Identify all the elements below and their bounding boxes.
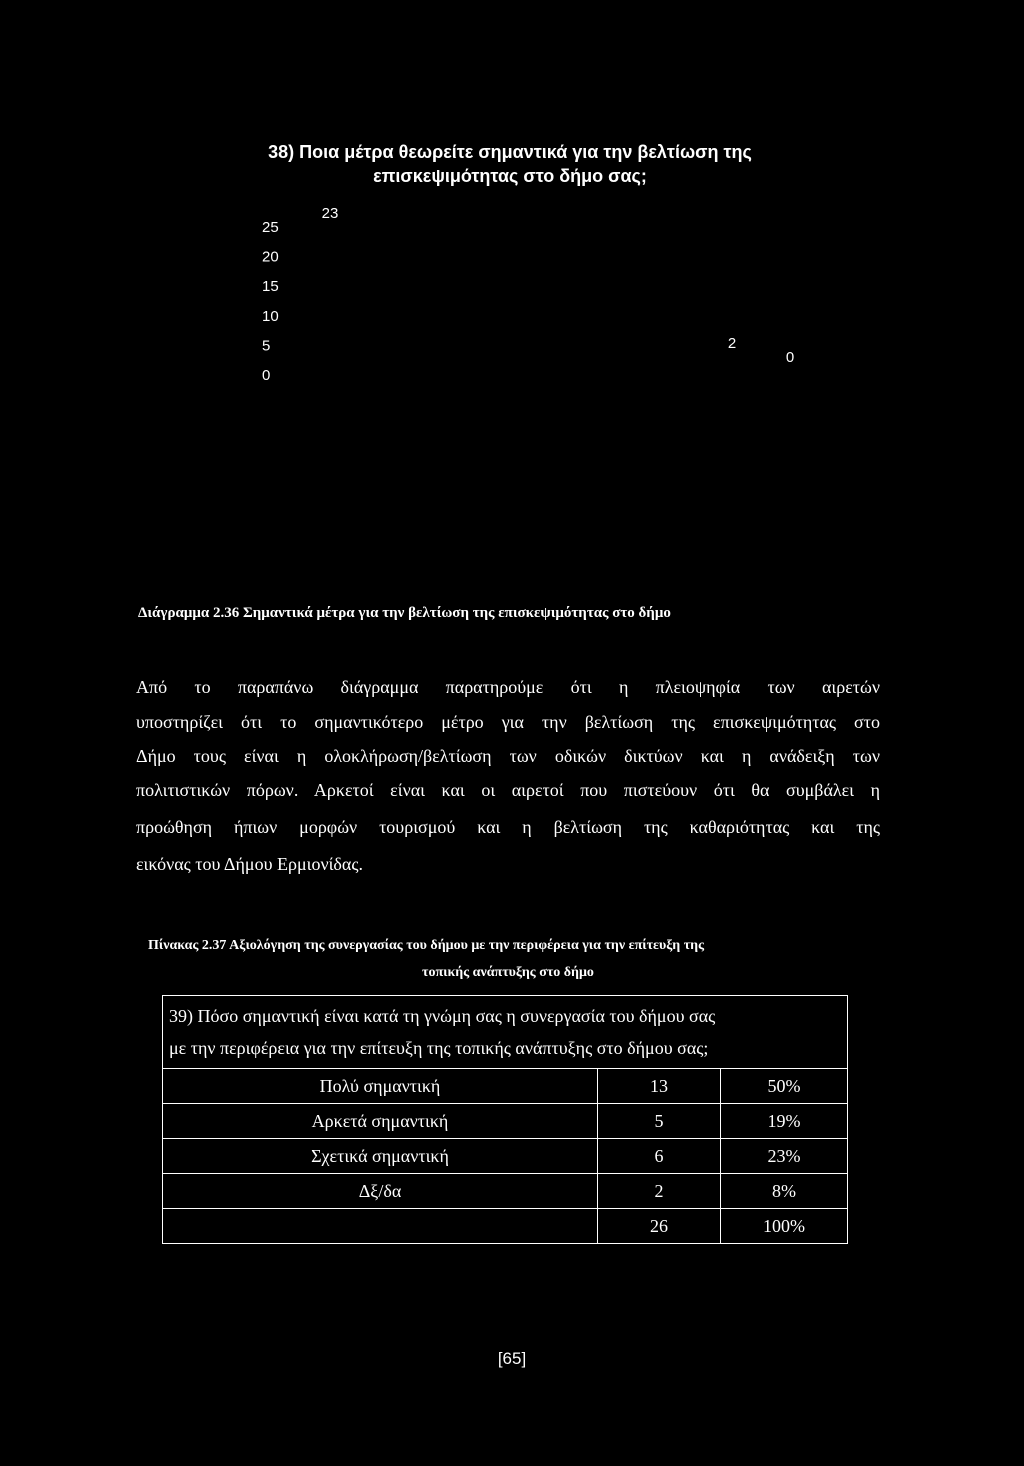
table-row	[163, 1139, 848, 1174]
table-header-row	[163, 996, 848, 1069]
bar-chart	[0, 0, 1024, 600]
table-cell-count: 5	[598, 1104, 721, 1139]
y-tick-label: 20	[262, 248, 279, 266]
table-question-line: 39) Πόσο σημαντική είναι κατά τη γνώμη σας η συνεργασία του δήμου σας	[169, 1006, 716, 1026]
table-row	[163, 1174, 848, 1209]
paragraph-line: Από το παραπάνω διάγραμμα παρατηρούμε ότι η πλειοψηφία των αιρετών	[136, 677, 880, 697]
survey-table	[162, 995, 848, 1244]
table-cell-percent: 8%	[721, 1174, 848, 1209]
y-tick-label: 15	[262, 278, 279, 296]
paragraph-line: υποστηρίζει ότι το σημαντικότερο μέτρο για την βελτίωση της επισκεψιμότητας στο	[136, 712, 880, 732]
chart-title-line-1: 38) Ποια μέτρα θεωρείτε σημαντικά για την βελτίωση της	[268, 142, 752, 162]
table-cell-count: 6	[598, 1139, 721, 1174]
table-cell-label	[163, 1209, 598, 1244]
table-cell-count: 13	[598, 1069, 721, 1104]
chart-bar	[300, 238, 356, 374]
table-cell-percent: 50%	[721, 1069, 848, 1104]
table-cell-label: Σχετικά σημαντική	[163, 1139, 598, 1174]
y-tick-label: 5	[262, 337, 271, 355]
paragraph-line: εικόνας του Δήμου Ερμιονίδας.	[136, 854, 363, 874]
paragraph-line: Δήμο τους είναι η ολοκλήρωση/βελτίωση των οδικών δικτύων και η ανάδειξη των	[136, 746, 880, 766]
diagram-caption: Διάγραμμα 2.36 Σημαντικά μέτρα για την βελτίωση της επισκεψιμότητας στο δήμο	[138, 605, 671, 621]
chart-bar	[700, 362, 756, 374]
y-tick-label: 10	[262, 307, 279, 325]
paragraph-line: προώθηση ήπιων μορφών τουρισμού και η βελτίωση της καθαριότητας και της	[136, 817, 880, 837]
table-total-row	[163, 1209, 848, 1244]
bar-data-label: 23	[321, 205, 339, 222]
table-cell-percent: 23%	[721, 1139, 848, 1174]
table-cell-count: 2	[598, 1174, 721, 1209]
table-cell-percent: 100%	[721, 1209, 848, 1244]
table-cell-label: Πολύ σημαντική	[163, 1069, 598, 1104]
table-cell-label: Αρκετά σημαντική	[163, 1104, 598, 1139]
table-row	[163, 1069, 848, 1104]
table-cell-count: 26	[598, 1209, 721, 1244]
table-caption-line-2: τοπικής ανάπτυξης στο δήμο	[422, 965, 594, 980]
table-cell-label: Δξ/δα	[163, 1174, 598, 1209]
y-tick-label: 25	[262, 219, 279, 236]
chart-title-line-2: επισκεψιμότητας στο δήμο σας;	[373, 166, 647, 186]
bar-data-label: 2	[727, 335, 737, 353]
page-number: [65]	[497, 1349, 527, 1368]
table-question-cell	[163, 996, 848, 1069]
table-caption-line-1: Πίνακας 2.37 Αξιολόγηση της συνεργασίας του δήμου με την περιφέρεια για την επίτευξη της	[148, 938, 705, 953]
paragraph-line: πολιτιστικών πόρων. Αρκετοί είναι και οι αιρετοί που πιστεύουν ότι θα συμβάλει η	[136, 780, 880, 800]
table-cell-percent: 19%	[721, 1104, 848, 1139]
bar-data-label: 0	[785, 349, 795, 366]
y-tick-label: 0	[262, 367, 271, 384]
table-question-line: με την περιφέρεια για την επίτευξη της τοπικής ανάπτυξης στο δήμου σας;	[169, 1038, 709, 1058]
table-row	[163, 1104, 848, 1139]
